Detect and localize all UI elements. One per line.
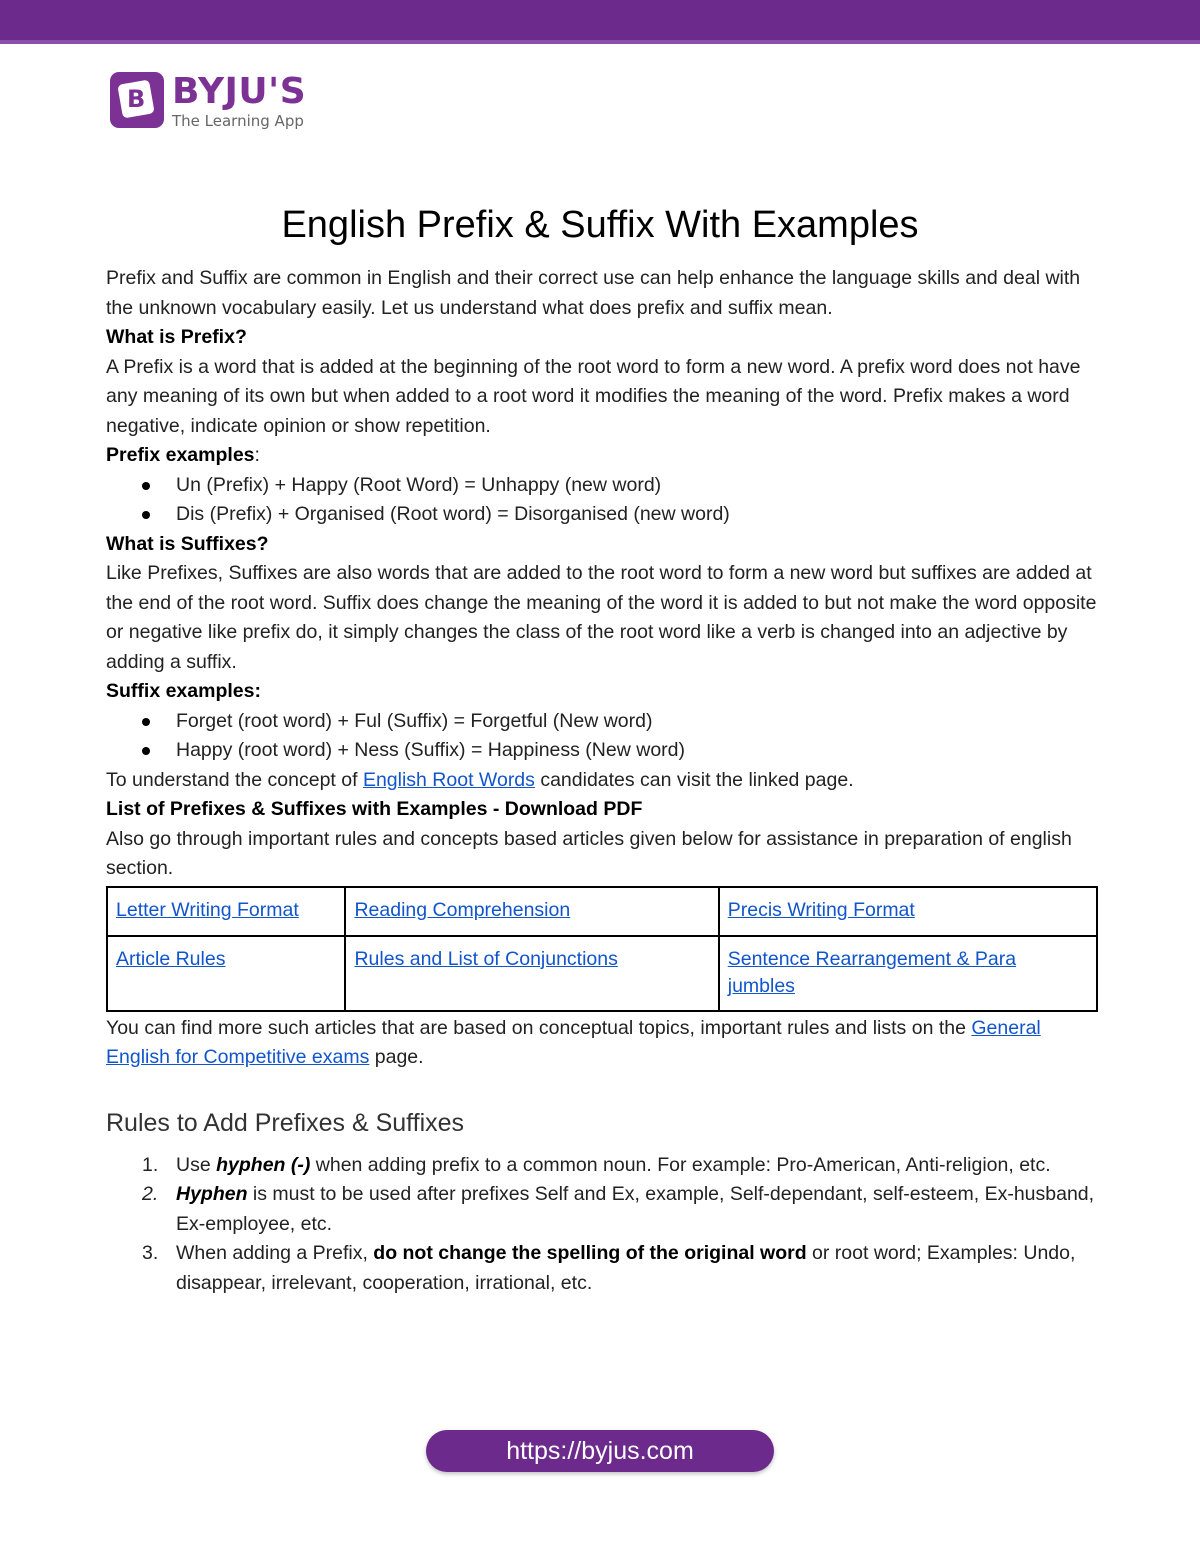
logo-tagline: The Learning App (172, 112, 304, 130)
download-pdf-heading: List of Prefixes & Suffixes with Examples - Download PDF (106, 798, 643, 820)
table-cell (345, 936, 718, 1011)
table-cell (345, 887, 718, 936)
list-item: Dis (Prefix) + Organised (Root word) = Disorganised (new word) (106, 500, 1098, 530)
list-number: 2. (142, 1183, 159, 1205)
rules-heading: Rules to Add Prefixes & Suffixes (106, 1108, 465, 1137)
related-articles-table (106, 886, 1098, 1012)
prefix-examples-colon: : (254, 444, 260, 466)
more-text-after: page. (369, 1046, 424, 1068)
footer-url-badge[interactable] (426, 1430, 774, 1472)
rule-emphasis: do not change the spelling of the original word (373, 1242, 807, 1264)
letter-writing-format-link[interactable]: Letter Writing Format (116, 898, 299, 921)
more-articles-paragraph (106, 1014, 1098, 1073)
prefix-examples-label-text: Prefix examples (106, 444, 255, 466)
list-item (106, 1180, 1098, 1239)
rules-list (106, 1151, 1098, 1299)
rule-text: Use (176, 1153, 217, 1176)
rule-text: is must to be used after prefixes Self and Ex, example, Self-dependant, self-esteem, Ex-husband, Ex-employee, etc. (176, 1183, 1095, 1235)
root-words-text-before: To understand the concept of (106, 768, 363, 791)
document-title: English Prefix & Suffix With Examples (281, 204, 919, 246)
rule-text: When adding a Prefix, (176, 1242, 374, 1264)
rule-emphasis: Hyphen (176, 1183, 248, 1205)
precis-writing-format-link[interactable]: Precis Writing Format (727, 898, 915, 921)
more-text-before: You can find more such articles that are based on conceptual topics, important rules and lists on the (106, 1016, 972, 1039)
suffix-paragraph: Like Prefixes, Suffixes are also words that are added to the root word to form a new word but suffixes are added at the end of the root word. Suffix does change the meaning of the word it is added to but not make the word opposite or negative like prefix do, it simply changes the class of the root word like a verb is changed into an adjective by adding a suffix. (106, 562, 1097, 673)
prefix-paragraph: A Prefix is a word that is added at the beginning of the root word to form a new word. A prefix word does not have any meaning of its own but when added to a root word it modifies the meaning of the word. Prefix makes a word negative, indicate opinion or show repetition. (106, 355, 1081, 437)
list-number: 3. (142, 1242, 159, 1264)
article-rules-link[interactable]: Article Rules (116, 947, 226, 970)
top-brand-bar (0, 0, 1200, 44)
list-item (106, 1239, 1098, 1298)
suffix-examples-label: Suffix examples: (106, 680, 261, 702)
suffix-heading: What is Suffixes? (106, 532, 269, 555)
suffix-examples-list (106, 707, 1098, 766)
document-body (106, 264, 1098, 1298)
prefix-heading: What is Prefix? (106, 326, 247, 348)
table-cell (107, 936, 345, 1011)
byjus-logo-mark (110, 72, 164, 128)
list-item: Un (Prefix) + Happy (Root Word) = Unhappy (new word) (106, 471, 1098, 501)
list-item: Forget (root word) + Ful (Suffix) = Forgetful (New word) (106, 707, 1098, 737)
prefix-examples-label (106, 441, 1098, 471)
logo-letter: B (126, 85, 146, 114)
list-item: Happy (root word) + Ness (Suffix) = Happiness (New word) (106, 736, 1098, 766)
table-row (107, 887, 1097, 936)
root-words-text-after: candidates can visit the linked page. (534, 768, 854, 791)
list-number: 1. (142, 1153, 159, 1176)
table-row (107, 936, 1097, 1011)
sentence-rearrangement-link[interactable]: Sentence Rearrangement & Para jumbles (727, 947, 1017, 997)
intro-paragraph: Prefix and Suffix are common in English and their correct use can help enhance the language skills and deal with the unknown vocabulary easily. Let us understand what does prefix and suffix mean. (106, 267, 1081, 319)
footer-url: https://byjus.com (506, 1436, 694, 1465)
logo-letter-tile (117, 79, 154, 118)
general-english-link[interactable]: General English for Competitive exams (106, 1016, 1041, 1068)
root-words-paragraph (106, 766, 1098, 796)
rule-text: or root word; Examples: Undo, disappear, irrelevant, cooperation, irrational, etc. (176, 1242, 1076, 1294)
table-cell (107, 887, 345, 936)
rule-text: when adding prefix to a common noun. For example: Pro-American, Anti-religion, etc. (310, 1153, 1051, 1176)
table-cell (719, 936, 1097, 1011)
table-cell (719, 887, 1097, 936)
english-root-words-link[interactable]: English Root Words (362, 768, 535, 791)
reading-comprehension-link[interactable]: Reading Comprehension (354, 898, 571, 921)
prefix-examples-list (106, 471, 1098, 530)
list-item (106, 1151, 1098, 1181)
logo-wordmark: BYJU'S (172, 71, 307, 112)
also-go-through-paragraph: Also go through important rules and concepts based articles given below for assistance in preparation of english section. (106, 827, 1072, 879)
rule-emphasis: hyphen (-) (216, 1153, 311, 1176)
conjunctions-link[interactable]: Rules and List of Conjunctions (354, 947, 618, 970)
top-brand-stripe (0, 40, 1200, 44)
